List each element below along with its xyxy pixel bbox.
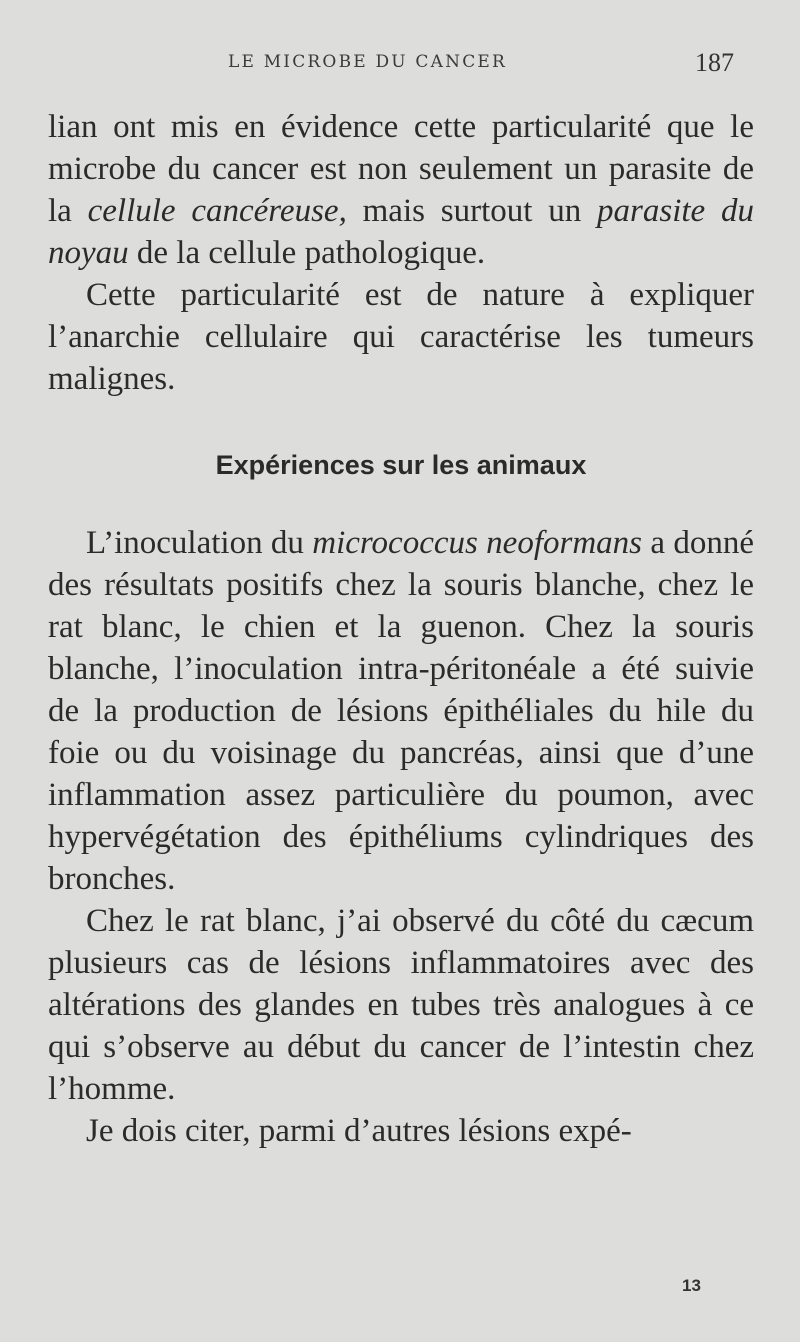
paragraph-1-text-b: mais surtout un — [346, 193, 598, 229]
paragraph-1-italic-a: cellule cancéreuse, — [87, 193, 347, 229]
paragraph-1 — [48, 106, 754, 274]
paragraph-3-italic-a: micrococcus neoformans — [312, 525, 643, 561]
paragraph-5: Je dois citer, parmi d’autres lésions expé- — [86, 1113, 632, 1149]
body-text — [48, 106, 754, 1152]
paragraph-2: Cette particularité est de nature à expliquer l’anarchie cellulaire qui caractérise les tumeurs malignes. — [48, 277, 754, 397]
paragraph-1-text-c: de la cellule pathologique. — [128, 235, 486, 271]
paragraph-4: Chez le rat blanc, j’ai observé du côté du cæcum plusieurs cas de lésions inflammatoires avec des altérations des glandes en tubes très analogues à ce qui s’observe au début du cancer de l’intestin chez l’homme. — [48, 903, 754, 1107]
paragraph-3-text-a: L’inoculation du — [86, 525, 313, 561]
running-title: LE MICROBE DU CANCER — [228, 52, 508, 72]
paragraph-3-text-b: a donné des résultats positifs chez la souris blanche, chez le rat blanc, le chien et la guenon. Chez la souris blanche, l’inoculation intra-péritonéale a été suivie de la production de lésions épithéliales du hile du foie ou du voisinage du pancréas, ainsi que d’une inflammation assez particulière du poumon, avec hypervégétation des épithéliums cylindriques des bronches. — [48, 525, 754, 897]
section-heading: Expériences sur les animaux — [215, 450, 587, 480]
paragraph-1-text-a: lian ont mis en évidence cette particularité que le microbe du cancer est non seulement un parasite de la — [48, 109, 754, 229]
paragraph-3 — [48, 522, 754, 900]
paragraph-1-italic-b: parasite du noyau — [48, 193, 754, 271]
page-number: 187 — [695, 48, 734, 77]
signature-mark: 13 — [682, 1276, 701, 1295]
